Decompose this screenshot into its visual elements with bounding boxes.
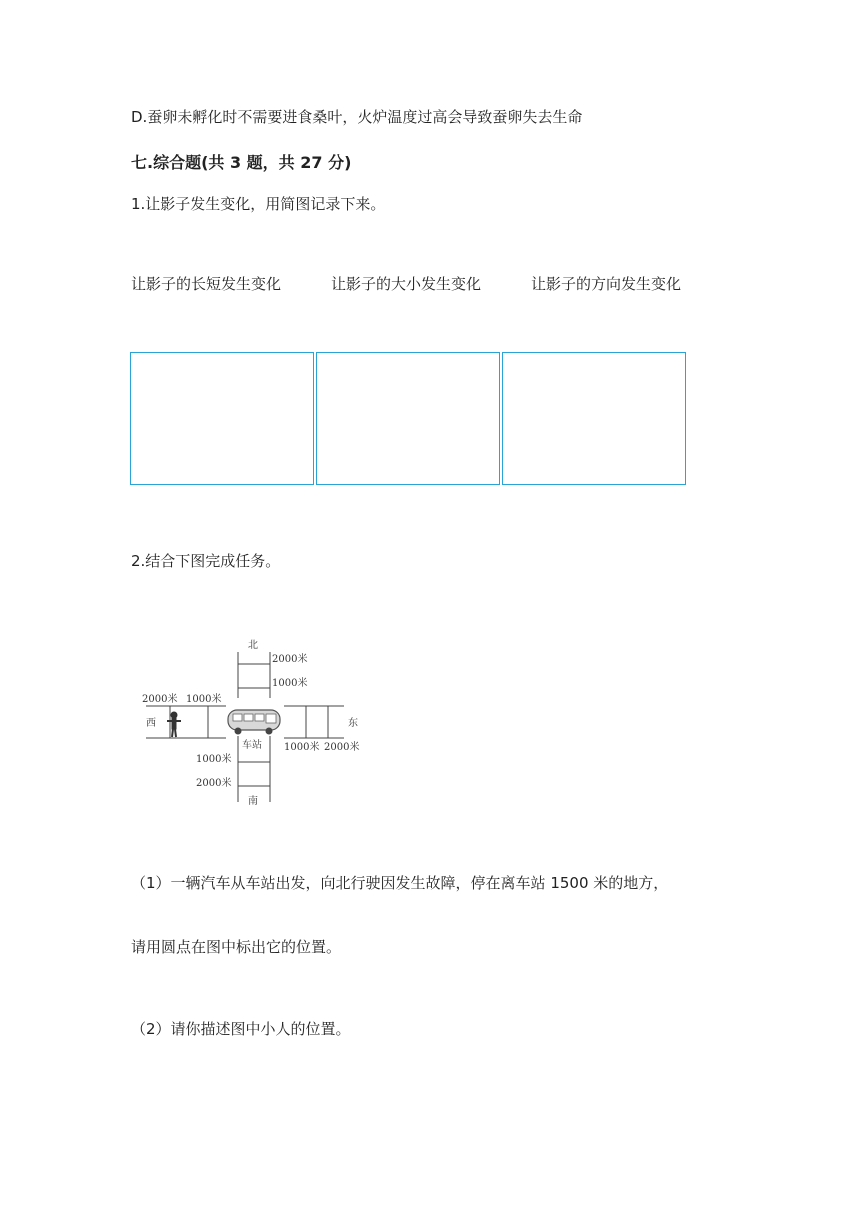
- column-label-direction: 让影子的方向发生变化: [531, 275, 682, 293]
- label-west-2000: 2000米: [142, 694, 178, 705]
- drawing-box-length[interactable]: [130, 352, 314, 485]
- drawing-box-size[interactable]: [316, 352, 500, 485]
- q2-prompt: 2.结合下图完成任务。: [131, 552, 281, 570]
- label-east: 东: [348, 718, 358, 729]
- option-d: D.蚕卵未孵化时不需要进食桑叶，火炉温度过高会导致蚕卵失去生命: [131, 108, 583, 126]
- column-label-size: 让影子的大小发生变化: [331, 275, 482, 293]
- q2-sub1-line1: （1）一辆汽车从车站出发，向北行驶因发生故障，停在离车站 1500 米的地方，: [131, 874, 669, 892]
- column-label-length: 让影子的长短发生变化: [131, 275, 282, 293]
- bus-icon: [228, 710, 280, 735]
- person-icon: [167, 712, 181, 737]
- q2-sub1-line2: 请用圆点在图中标出它的位置。: [131, 938, 342, 956]
- label-south: 南: [248, 796, 258, 807]
- label-north-2000: 2000米: [272, 654, 308, 665]
- label-south-1000: 1000米: [196, 754, 232, 765]
- label-west: 西: [146, 718, 156, 729]
- label-south-2000: 2000米: [196, 778, 232, 789]
- direction-map[interactable]: [138, 634, 378, 810]
- label-west-1000: 1000米: [186, 694, 222, 705]
- label-north-1000: 1000米: [272, 678, 308, 689]
- label-east-1000: 1000米: [284, 742, 320, 753]
- q1-prompt: 1.让影子发生变化，用简图记录下来。: [131, 195, 386, 213]
- label-north: 北: [248, 640, 258, 651]
- label-station: 车站: [242, 740, 262, 751]
- section-heading: 七.综合题(共 3 题，共 27 分): [131, 153, 352, 172]
- drawing-boxes: [130, 352, 686, 485]
- q2-sub2: （2）请你描述图中小人的位置。: [131, 1020, 351, 1038]
- drawing-box-direction[interactable]: [502, 352, 686, 485]
- label-east-2000: 2000米: [324, 742, 360, 753]
